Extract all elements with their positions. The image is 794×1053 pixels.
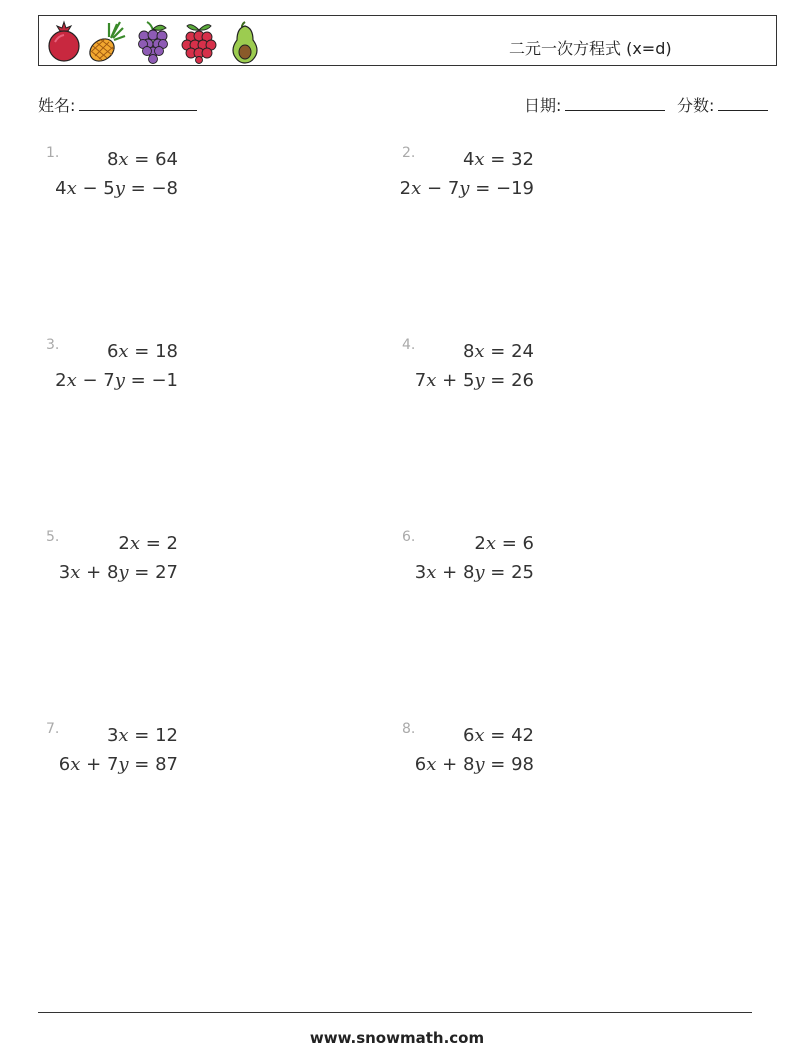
var-y: y <box>114 178 125 199</box>
date-field <box>524 93 665 116</box>
problem-number: 5. <box>46 529 60 545</box>
equation-1: 6x = 42 <box>462 725 534 746</box>
var-x: x <box>118 341 129 362</box>
var-x: x <box>474 341 485 362</box>
footer-divider <box>38 1012 752 1013</box>
var-x: x <box>118 725 129 746</box>
equation-1: 4x = 32 <box>462 149 534 170</box>
coef-x: 2 <box>118 533 130 554</box>
var-x: x <box>70 754 81 775</box>
coef-x: 4 <box>462 149 475 170</box>
problem-number: 3. <box>46 337 60 353</box>
equation-1: 3x = 12 <box>106 725 178 746</box>
var-x: x <box>118 149 129 170</box>
equation-2: 7x + 5y = 26 <box>414 370 534 391</box>
rhs: 18 <box>155 341 178 362</box>
var-y: y <box>114 370 125 391</box>
rhs: 6 <box>522 533 534 554</box>
coef-x: 2 <box>474 533 486 554</box>
rhs: 87 <box>155 754 178 775</box>
var-y: y <box>474 562 485 583</box>
var-x: x <box>474 149 485 170</box>
footer-url: www.snowmath.com <box>309 1029 485 1047</box>
var-y: y <box>474 754 485 775</box>
equation-1: 2x = 2 <box>118 533 178 554</box>
header-box <box>38 15 777 66</box>
problem-number: 4. <box>402 337 416 353</box>
var-y: y <box>474 370 485 391</box>
equation-1: 6x = 18 <box>106 341 178 362</box>
rhs: 12 <box>155 725 178 746</box>
operator: + <box>86 562 102 583</box>
operator: − <box>82 370 98 391</box>
rhs: 2 <box>166 533 178 554</box>
equation-2: 3x + 8y = 27 <box>58 562 178 583</box>
rhs: −19 <box>496 178 534 199</box>
var-x: x <box>70 562 81 583</box>
coef-y: 5 <box>462 370 475 391</box>
equation-1: 2x = 6 <box>474 533 534 554</box>
operator: + <box>442 562 458 583</box>
coef-x: 7 <box>414 370 427 391</box>
score-line[interactable] <box>718 94 768 111</box>
rhs: 32 <box>511 149 534 170</box>
var-x: x <box>426 370 437 391</box>
equation-2: 6x + 8y = 98 <box>414 754 534 775</box>
var-y: y <box>118 562 129 583</box>
problem-number: 6. <box>402 529 416 545</box>
problem-number: 2. <box>402 145 416 161</box>
coef-x: 6 <box>58 754 71 775</box>
pomegranate-icon <box>44 20 84 64</box>
rhs: −1 <box>151 370 178 391</box>
avocado-icon <box>225 20 265 64</box>
equation-1: 8x = 64 <box>106 149 178 170</box>
coef-y: 7 <box>103 370 115 391</box>
date-line[interactable] <box>565 94 665 111</box>
score-field <box>677 93 768 116</box>
var-x: x <box>411 178 422 199</box>
coef-y: 8 <box>462 754 475 775</box>
equation-2: 4x − 5y = −8 <box>55 178 178 199</box>
var-x: x <box>66 178 77 199</box>
problem-number: 8. <box>402 721 416 737</box>
coef-x: 6 <box>106 341 119 362</box>
coef-x: 6 <box>414 754 427 775</box>
coef-x: 3 <box>58 562 71 583</box>
worksheet-title: 二元一次方程式 (x=d) <box>509 39 672 58</box>
coef-x: 8 <box>462 341 475 362</box>
var-y: y <box>118 754 129 775</box>
coef-y: 5 <box>103 178 115 199</box>
operator: + <box>442 754 458 775</box>
coef-y: 8 <box>462 562 475 583</box>
operator: + <box>86 754 102 775</box>
coef-x: 3 <box>106 725 119 746</box>
score-label: 分数: <box>677 96 715 115</box>
equation-2: 6x + 7y = 87 <box>58 754 178 775</box>
var-x: x <box>129 533 141 554</box>
var-x: x <box>485 533 497 554</box>
rhs: 27 <box>155 562 178 583</box>
equation-1: 8x = 24 <box>462 341 534 362</box>
rhs: 42 <box>511 725 534 746</box>
rhs: −8 <box>151 178 178 199</box>
raspberry-icon <box>179 20 219 64</box>
var-x: x <box>426 562 437 583</box>
coef-x: 3 <box>414 562 427 583</box>
coef-x: 6 <box>462 725 475 746</box>
coef-x: 2 <box>399 178 412 199</box>
name-line[interactable] <box>79 94 197 111</box>
rhs: 25 <box>511 562 534 583</box>
date-label: 日期: <box>524 96 562 115</box>
equation-2: 2x − 7y = −19 <box>399 178 534 199</box>
problem-number: 7. <box>46 721 60 737</box>
var-y: y <box>459 178 470 199</box>
coef-y: 7 <box>447 178 460 199</box>
name-label: 姓名: <box>38 96 76 115</box>
grapes-icon <box>133 20 173 64</box>
var-x: x <box>426 754 437 775</box>
operator: − <box>82 178 98 199</box>
coef-x: 8 <box>106 149 119 170</box>
rhs: 26 <box>511 370 534 391</box>
coef-x: 2 <box>55 370 67 391</box>
coef-y: 7 <box>106 754 119 775</box>
problem-number: 1. <box>46 145 60 161</box>
operator: − <box>427 178 443 199</box>
equation-2: 3x + 8y = 25 <box>414 562 534 583</box>
pineapple-icon <box>87 20 127 64</box>
operator: + <box>442 370 458 391</box>
var-x: x <box>474 725 485 746</box>
equation-2: 2x − 7y = −1 <box>55 370 178 391</box>
rhs: 98 <box>511 754 534 775</box>
var-x: x <box>66 370 77 391</box>
name-field <box>38 93 197 116</box>
rhs: 64 <box>155 149 178 170</box>
coef-y: 8 <box>106 562 119 583</box>
rhs: 24 <box>511 341 534 362</box>
coef-x: 4 <box>55 178 67 199</box>
